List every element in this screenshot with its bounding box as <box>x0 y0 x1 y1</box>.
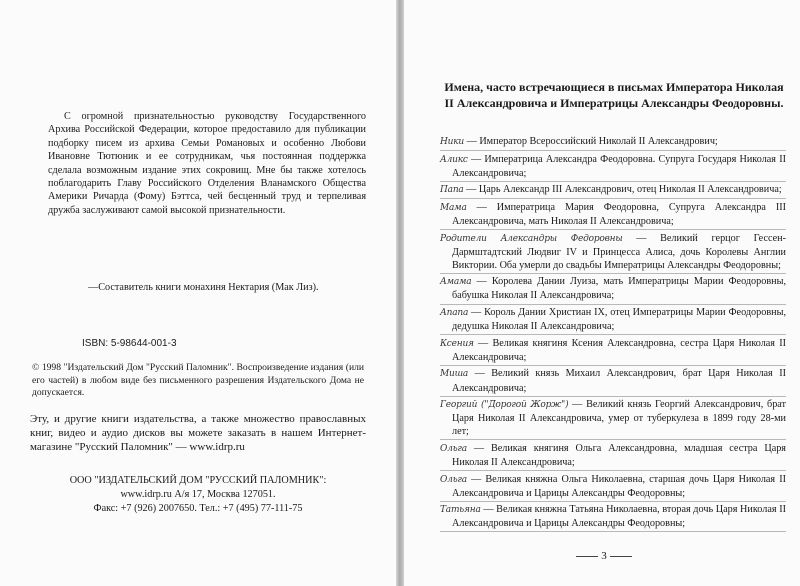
isbn: ISBN: 5-98644-001-3 <box>82 338 177 349</box>
entry-text: — Великая княжна Татьяна Николаевна, вторая дочь Царя Николая II Александровича и Царицы Александры Феодоровны; <box>452 504 786 530</box>
book-gutter <box>396 0 404 586</box>
page-number <box>554 550 654 562</box>
entry-text: — Великая княжна Ольга Николаевна, старшая дочь Царя Николая II Александровича и Царицы Александры Феодоровны; <box>452 473 786 499</box>
copyright-notice: © 1998 "Издательский Дом "Русский Паломник". Воспроизведение издания (или его частей) в любом виде без письменного разрешения Издательского Дома не допускается. <box>32 362 364 399</box>
entry-text: — Император Всероссийский Николай II Александрович; <box>464 136 718 147</box>
publisher-name: ООО "ИЗДАТЕЛЬСКИЙ ДОМ "РУССКИЙ ПАЛОМНИК": <box>69 475 327 486</box>
entry-text: — Великий князь Георгий Александрович, брат Царя Николая II Александровича, умер от туберкулеза в 1899 году 28-ми лет; <box>452 399 786 438</box>
entry-text: — Императрица Александра Феодоровна. Супруга Государя Николая II Александровича; <box>452 153 786 179</box>
entry-text: — Королева Дании Луиза, мать Императрицы Марии Феодоровны, бабушка Николая II Александровича; <box>452 276 786 302</box>
list-item <box>440 337 786 366</box>
entry-text: — Великая княгиня Ольга Александровна, младшая сестра Царя Николая II Александровича; <box>452 442 786 468</box>
list-item <box>440 153 786 182</box>
names-list <box>440 135 786 534</box>
entry-text: — Царь Александр III Александрович, отец Николая II Александровича; <box>463 184 782 196</box>
entry-name: Татьяна <box>440 505 481 516</box>
names-list-title: Имена, часто встречающиеся в письмах Императора Николая II Александровича и Императрицы Александры Феодоровны. <box>444 80 784 110</box>
list-item <box>440 183 786 199</box>
entry-name: Мама <box>440 202 467 213</box>
list-item <box>440 232 786 274</box>
entry-text: — Императрица Мария Феодоровна, Супруга Александра III Александровича, мать Николая II Александровича; <box>452 201 786 227</box>
entry-name: Ники <box>440 137 465 147</box>
publisher-block <box>30 474 366 516</box>
entry-name: Ксения <box>440 338 474 349</box>
right-page <box>404 0 800 586</box>
entry-text: — Великая княгиня Ксения Александровна, сестра Царя Николая II Александровича; <box>452 337 786 363</box>
entry-name: Родители Александры Федоровны <box>440 233 623 244</box>
page-number-text: 3 <box>601 550 607 562</box>
list-item <box>440 275 786 304</box>
list-item <box>440 201 786 230</box>
entry-text: — Великий князь Михаил Александрович, брат Царя Николая II Александровича; <box>452 368 786 394</box>
left-page <box>0 0 396 586</box>
entry-name: Апапа <box>440 308 469 319</box>
entry-text: — Король Дании Христиан IX, отец Императрицы Марии Феодоровны, дедушка Николая II Александровича; <box>452 307 786 333</box>
list-item <box>440 473 786 502</box>
ornament-right-icon <box>610 556 632 557</box>
entry-text: — Великий герцог Гессен-Дармштадтский Людвиг IV и Принцесса Алиса, дочь Королевы Англии Виктории. Оба умерли до свадьбы Императрицы Александры Феодоровны; <box>452 232 786 271</box>
list-item <box>440 135 786 151</box>
entry-name: Ольга <box>440 474 467 485</box>
entry-name: Ольга <box>440 443 467 454</box>
list-item <box>440 442 786 471</box>
entry-name: Миша <box>440 369 469 380</box>
list-item <box>440 367 786 396</box>
entry-name: Аликс <box>440 154 468 165</box>
list-item <box>440 398 786 440</box>
store-promo-text: Эту, и другие книги издательства, а также множество православных книг, видео и аудио дисков вы можете заказать в нашем Интернет-магазине "Русский Паломник" — www.idrp.ru <box>30 413 366 453</box>
entry-name: Амама <box>440 277 472 288</box>
acknowledgement-text: С огромной признательностью руководству Государственного Архива Российской Федерации, которое предоставило для публикации подборку писем из архива Семьи Романовых и особенно Любови Ивановне Тютюник и ее сотрудникам, чья постоянная поддержка сделала возможным издание этих сокровищ. Мне бы также хотелось поблагодарить Главу Российского Отделения Вланамского Общества Америки Ричарда (Фому) Бэттса, чей бесценный труд и терпеливая дружба заслуживают самой высокой признательности. <box>48 111 366 216</box>
list-item <box>440 306 786 335</box>
ornament-left-icon <box>576 556 598 557</box>
publisher-address: www.idrp.ru А/я 17, Москва 127051. <box>120 489 276 500</box>
entry-name: Георгий ("Дорогой Жорж") <box>440 400 569 411</box>
acknowledgement-signature: —Составитель книги монахиня Нектария (Мак Лиз). <box>88 282 319 293</box>
entry-name: Папа <box>440 185 464 196</box>
list-item <box>440 503 786 532</box>
publisher-phones: Факс: +7 (926) 2007650. Тел.: +7 (495) 77-111-75 <box>93 503 303 514</box>
